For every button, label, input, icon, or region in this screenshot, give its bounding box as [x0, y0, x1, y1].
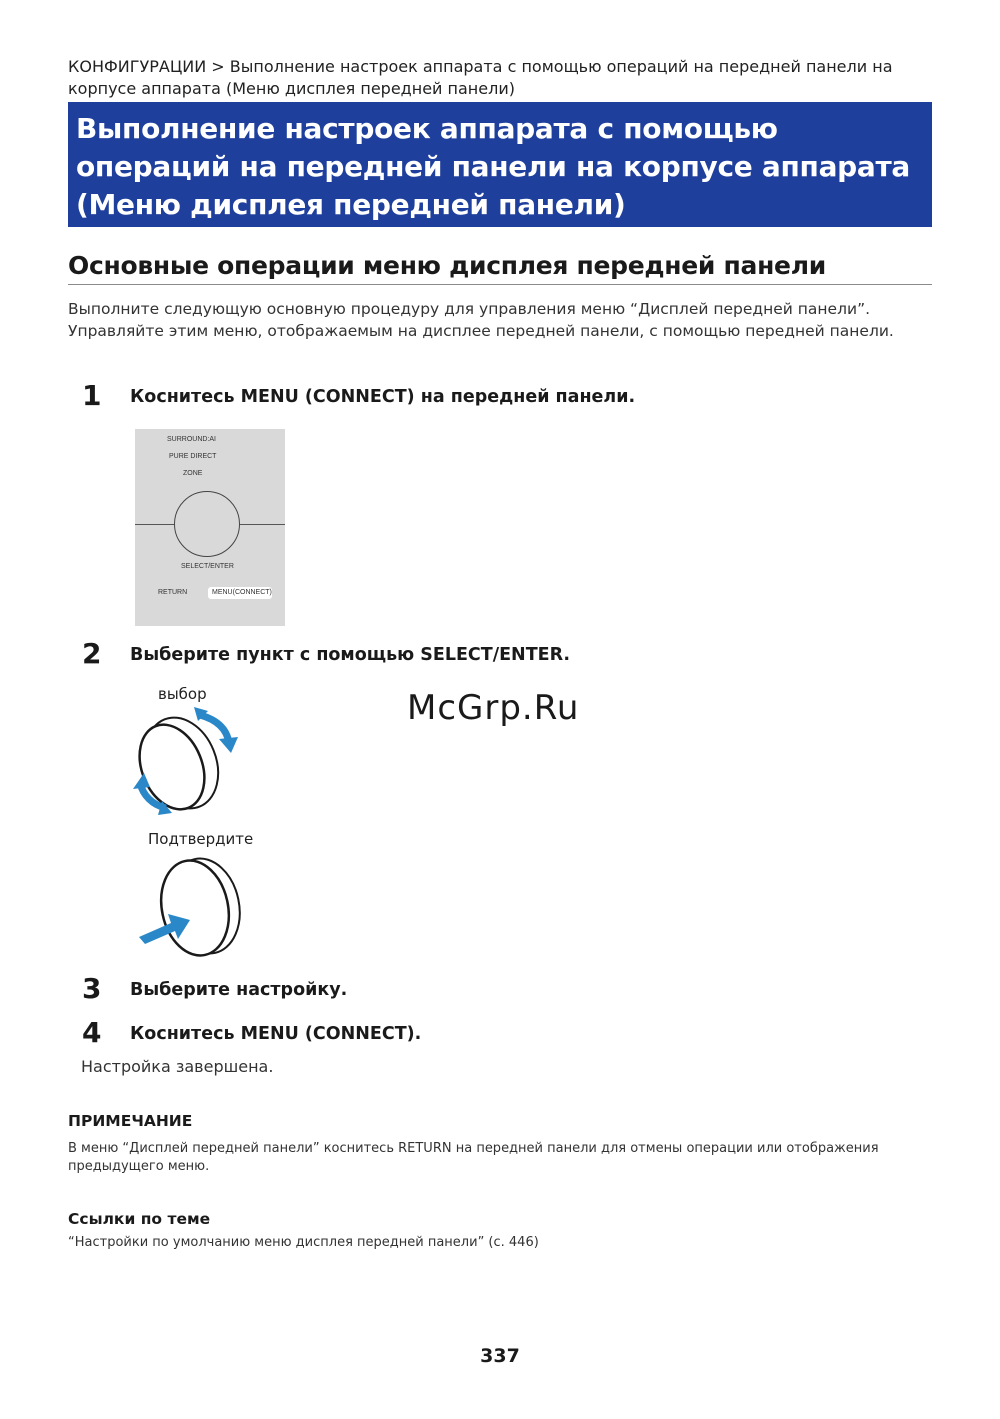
page-title: Выполнение настроек аппарата с помощью операций на передней панели на корпусе аппарата (Меню дисплея передней панели) [76, 112, 911, 221]
intro-line-1: Выполните следующую основную процедуру для управления меню “Дисплей передней панели”. [68, 300, 871, 318]
step-3-number: 3 [82, 972, 102, 1005]
pure-direct-label: PURE DIRECT [169, 453, 217, 460]
menu-connect-label: MENU(CONNECT) [212, 589, 272, 596]
intro-line-2: Управляйте этим меню, отображаемым на дисплее передней панели, с помощью передней панели. [68, 322, 894, 340]
panel-divider-right [239, 524, 285, 525]
step-4-number: 4 [82, 1016, 102, 1049]
step-3-text: Выберите настройку. [130, 980, 348, 1000]
front-panel-illustration [135, 429, 285, 626]
note-text: В меню “Дисплей передней панели” коснитесь RETURN на передней панели для отмены операции или отображения предыдущего меню. [68, 1141, 879, 1174]
result-text: Настройка завершена. [81, 1057, 274, 1076]
watermark: McGrp.Ru [407, 688, 580, 728]
intro-text [68, 298, 938, 342]
step-2-number: 2 [82, 637, 102, 670]
knob-press-illustration [135, 852, 250, 967]
note-heading: ПРИМЕЧАНИЕ [68, 1112, 193, 1130]
zone-label: ZONE [183, 470, 203, 477]
panel-divider-left [135, 524, 175, 525]
rotate-arrow-top-head [219, 737, 238, 753]
related-heading: Ссылки по теме [68, 1210, 211, 1228]
step-2-text: Выберите пункт с помощью SELECT/ENTER. [130, 645, 571, 665]
section-title: Основные операции меню дисплея передней панели [68, 248, 932, 285]
select-label: выбор [158, 685, 207, 703]
step-1-text: Коснитесь MENU (CONNECT) на передней панели. [130, 387, 636, 407]
select-enter-knob [174, 491, 240, 557]
step-4-text: Коснитесь MENU (CONNECT). [130, 1024, 422, 1044]
select-enter-label: SELECT/ENTER [181, 563, 234, 570]
surround-label: SURROUND:AI [167, 436, 217, 443]
page-title-banner [68, 102, 932, 227]
related-link[interactable]: “Настройки по умолчанию меню дисплея передней панели” (с. 446) [68, 1235, 539, 1250]
confirm-label: Подтвердите [148, 830, 254, 848]
step-1-number: 1 [82, 379, 102, 412]
return-label: RETURN [158, 589, 188, 596]
knob-rotate-illustration [130, 705, 250, 820]
breadcrumb: КОНФИГУРАЦИИ > Выполнение настроек аппарата с помощью операций на передней панели на корпусе аппарата (Меню дисплея передней панели) [68, 57, 893, 98]
page-number: 337 [480, 1345, 520, 1367]
